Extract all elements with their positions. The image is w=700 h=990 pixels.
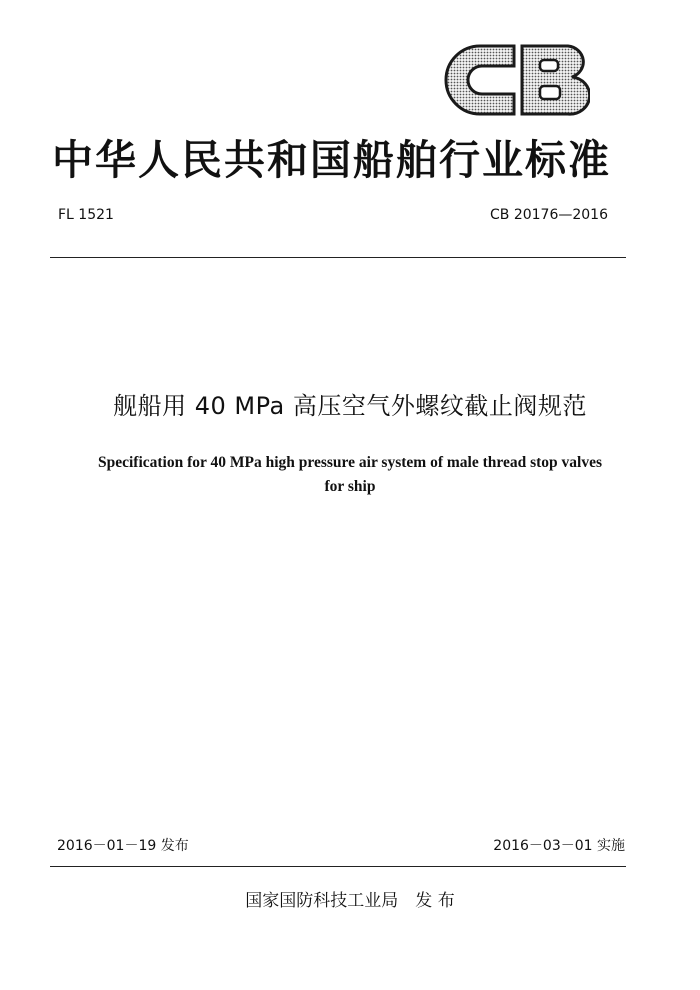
- implementation-date: 2016－03－01 实施: [493, 838, 625, 854]
- organization-title: 中华人民共和国船舶行业标准: [52, 136, 611, 184]
- document-title-chinese: 舰船用 40 MPa 高压空气外螺纹截止阀规范: [113, 392, 587, 420]
- document-title-english-line-2: for ship: [324, 478, 376, 495]
- publisher: 国家国防科技工业局 发 布: [245, 891, 455, 911]
- header-divider: [50, 257, 626, 258]
- standard-number: CB 20176—2016: [490, 207, 608, 223]
- classification-code: FL 1521: [58, 207, 114, 223]
- cb-logo: [444, 42, 590, 118]
- issue-date: 2016－01－19 发布: [57, 838, 189, 854]
- footer-divider: [50, 866, 626, 867]
- document-title-english-line-1: Specification for 40 MPa high pressure air system of male thread stop valves: [97, 454, 602, 471]
- document-title-english: [40, 451, 660, 499]
